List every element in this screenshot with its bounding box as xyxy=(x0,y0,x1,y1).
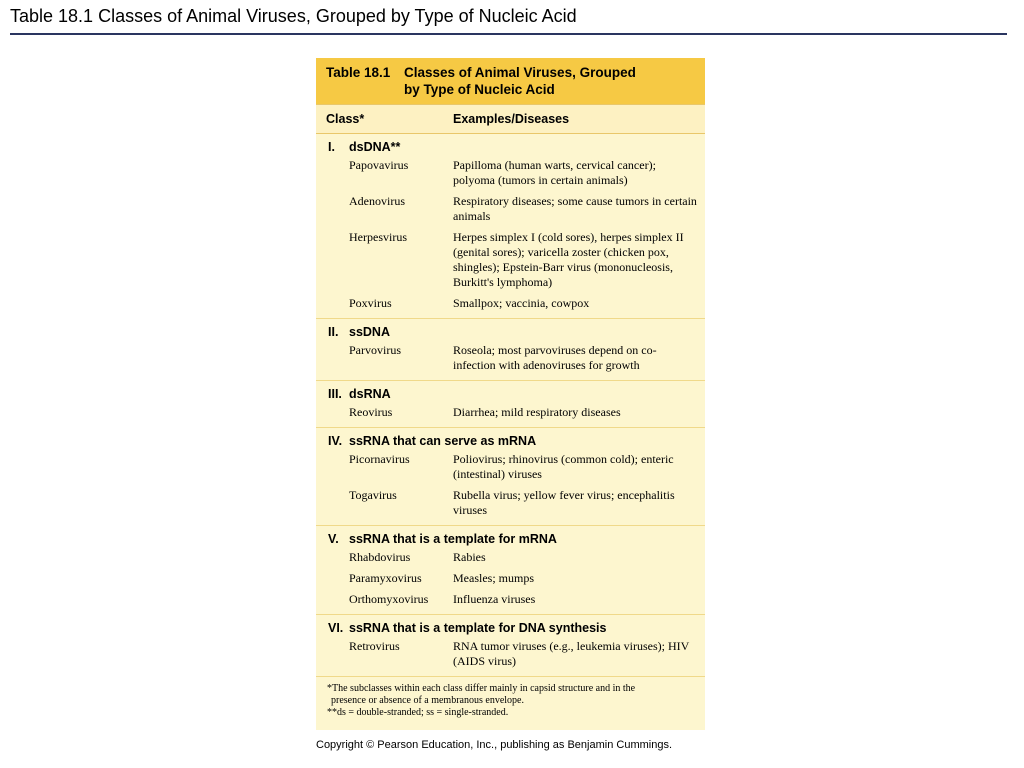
section-title xyxy=(316,428,705,452)
footnote-abbrev: **ds = double-stranded; ss = single-stranded. xyxy=(327,707,509,718)
table-section xyxy=(316,428,705,526)
section-label: ssRNA that is a template for mRNA xyxy=(349,532,557,546)
examples-diseases: Influenza viruses xyxy=(453,592,536,606)
table-section xyxy=(316,526,705,615)
copyright-notice: Copyright © Pearson Education, Inc., publishing as Benjamin Cummings. xyxy=(316,739,673,751)
table-number: Table 18.1 xyxy=(326,65,391,80)
section-label: ssRNA that can serve as mRNA xyxy=(349,434,537,448)
examples-diseases: Respiratory diseases; some cause tumors in certain animals xyxy=(453,194,697,223)
examples-diseases: Measles; mumps xyxy=(453,571,534,585)
virus-class: Retrovirus xyxy=(349,639,400,653)
table-row xyxy=(316,571,705,586)
table-row xyxy=(316,296,705,311)
table-row xyxy=(316,452,705,482)
virus-classes-table xyxy=(316,58,705,730)
column-headers xyxy=(316,104,705,134)
virus-class: Picornavirus xyxy=(349,452,410,466)
examples-diseases: Herpes simplex I (cold sores), herpes simplex II (genital sores); varicella zoster (chicken pox, shingles); Epstein-Barr virus (mononucleosis, Burkitt's lymphoma) xyxy=(453,230,684,289)
section-spacer xyxy=(316,518,705,525)
table-section xyxy=(316,319,705,381)
examples-diseases: Rubella virus; yellow fever virus; encephalitis viruses xyxy=(453,488,675,517)
section-numeral: IV. xyxy=(328,434,343,448)
virus-class: Poxvirus xyxy=(349,296,392,310)
examples-diseases: Rabies xyxy=(453,550,486,564)
section-numeral: V. xyxy=(328,532,339,546)
footnote-class: *The subclasses within each class differ mainly in capsid structure and in the xyxy=(327,683,636,694)
virus-class: Togavirus xyxy=(349,488,397,502)
examples-diseases: Poliovirus; rhinovirus (common cold); enteric (intestinal) viruses xyxy=(453,452,674,481)
virus-class: Rhabdovirus xyxy=(349,550,411,564)
section-spacer xyxy=(316,420,705,427)
section-spacer xyxy=(316,311,705,318)
section-numeral: II. xyxy=(328,325,339,339)
section-title xyxy=(316,615,705,639)
section-title xyxy=(316,134,705,158)
table-header xyxy=(316,58,705,104)
column-header-examples: Examples/Diseases xyxy=(453,112,570,126)
section-spacer xyxy=(316,669,705,676)
column-header-class: Class* xyxy=(326,112,365,126)
table-title-line1: Classes of Animal Viruses, Grouped xyxy=(404,65,636,80)
section-numeral: III. xyxy=(328,387,342,401)
section-label: dsDNA** xyxy=(349,140,401,154)
section-label: dsRNA xyxy=(349,387,391,401)
table-row xyxy=(316,230,705,290)
table-footnotes xyxy=(327,683,697,719)
table-body xyxy=(316,134,705,677)
table-row xyxy=(316,194,705,224)
section-label: ssRNA that is a template for DNA synthesis xyxy=(349,621,607,635)
examples-diseases: RNA tumor viruses (e.g., leukemia viruses); HIV (AIDS virus) xyxy=(453,639,690,668)
section-spacer xyxy=(316,373,705,380)
section-title xyxy=(316,381,705,405)
table-section xyxy=(316,381,705,428)
table-title-line2: by Type of Nucleic Acid xyxy=(404,82,555,97)
section-title xyxy=(316,319,705,343)
virus-class: Parvovirus xyxy=(349,343,401,357)
table-row xyxy=(316,592,705,607)
title-divider xyxy=(10,33,1007,35)
table-section xyxy=(316,615,705,677)
examples-diseases: Roseola; most parvoviruses depend on co-infection with adenoviruses for growth xyxy=(453,343,657,372)
examples-diseases: Diarrhea; mild respiratory diseases xyxy=(453,405,621,419)
virus-class: Adenovirus xyxy=(349,194,405,208)
section-spacer xyxy=(316,607,705,614)
table-row xyxy=(316,488,705,518)
table-row xyxy=(316,405,705,420)
examples-diseases: Papilloma (human warts, cervical cancer); polyoma (tumors in certain animals) xyxy=(453,158,656,187)
section-title xyxy=(316,526,705,550)
virus-class: Papovavirus xyxy=(349,158,409,172)
section-label: ssDNA xyxy=(349,325,390,339)
footnote-class-cont: presence or absence of a membranous envelope. xyxy=(331,695,524,706)
virus-class: Reovirus xyxy=(349,405,393,419)
table-row xyxy=(316,550,705,565)
virus-class: Paramyxovirus xyxy=(349,571,422,585)
slide-title: Table 18.1 Classes of Animal Viruses, Grouped by Type of Nucleic Acid xyxy=(10,6,577,26)
virus-class: Herpesvirus xyxy=(349,230,407,244)
table-row xyxy=(316,158,705,188)
table-section xyxy=(316,134,705,319)
table-row xyxy=(316,639,705,669)
virus-class: Orthomyxovirus xyxy=(349,592,429,606)
section-numeral: VI. xyxy=(328,621,344,635)
section-numeral: I. xyxy=(328,140,335,154)
table-row xyxy=(316,343,705,373)
examples-diseases: Smallpox; vaccinia, cowpox xyxy=(453,296,590,310)
